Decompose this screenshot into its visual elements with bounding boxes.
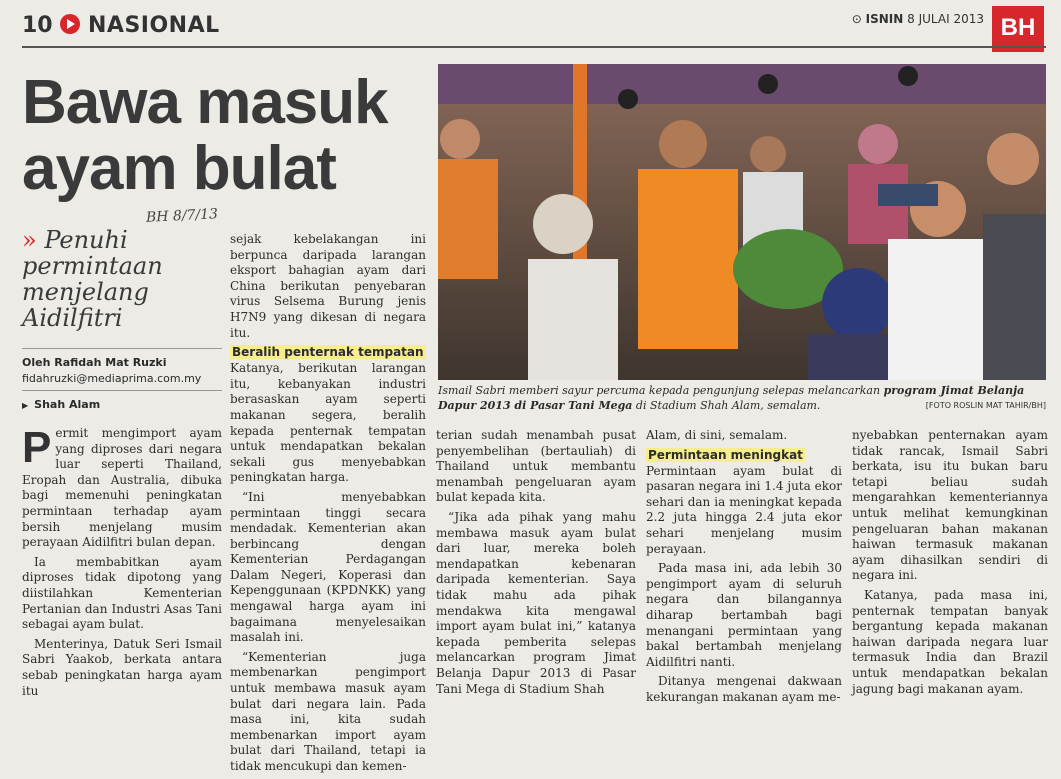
- brand-logo: BH: [992, 6, 1044, 52]
- column-2: [230, 232, 426, 779]
- page-number: 10: [22, 13, 53, 38]
- subheading-1: Beralih penternak tempatan: [232, 345, 424, 360]
- byline: Oleh Rafidah Mat Ruzki: [22, 356, 167, 369]
- paragraph: Permit mengimport ayam yang diproses dari negara luar seperti Thailand, Eropah dan Australia, dibuka bagi memenuhi peningkatan permintaan terhadap ayam bersih menjelang musim perayaan Aidilfitri bulan depan.: [22, 423, 222, 550]
- paragraph: Permintaan ayam bulat di pasaran negara ini 1.4 juta ekor sehari dan ia meningkat kepada 2.2 juta hingga 2.4 juta ekor sehari menjelang musim perayaan.: [646, 463, 842, 556]
- paragraph: Katanya, berikutan larangan itu, kebanyakan industri berasaskan ayam seperti makanan segera, beralih kepada penternak tempatan untuk mendapatkan bekalan sekali gus menyebabkan peningkatan harga.: [230, 361, 426, 485]
- photo-credit: [FOTO ROSLIN MAT TAHIR/BH]: [925, 401, 1046, 410]
- photo-caption: Ismail Sabri memberi sayur percuma kepada pengunjung selepas melancarkan program Jimat Belanja Dapur 2013 di Pasar Tani Mega di Stadium Shah Alam, semalam.: [438, 384, 1025, 412]
- news-photo: [438, 64, 1046, 380]
- clock-icon: ⊙: [851, 12, 862, 26]
- paragraph: “Ini menyebabkan permintaan tinggi secara mendadak. Kementerian akan berbincang dengan Kementerian Perdagangan Dalam Negeri, Koperasi dan Kepenggunaan (KPDNKK) yang mengawal harga ayam ini bagaimana menyelesaikan masalah ini.: [230, 489, 426, 645]
- section-title: NASIONAL: [88, 13, 220, 38]
- caption-bold: program Jimat Belanja Dapur 2013 di Pasar Tani Mega: [438, 384, 1025, 412]
- column-1: [22, 423, 222, 703]
- issue-date: [852, 12, 984, 26]
- paragraph: “Kementerian juga membenarkan pengimport untuk membawa masuk ayam bulat dari negara lain. Pada masa ini, kita sudah membenarkan import ayam bulat dari Thailand, tetapi ia tidak mencukupi dan kemen-: [230, 649, 426, 773]
- headline-line-1: Bawa masuk: [22, 68, 388, 137]
- subheading-2: Permintaan meningkat: [648, 447, 803, 462]
- paragraph: Menterinya, Datuk Seri Ismail Sabri Yaakob, berkata antara sebab peningkatan harga ayam itu: [22, 636, 222, 698]
- byline-rule: [22, 348, 222, 349]
- subhead: [22, 228, 222, 332]
- paragraph: terian sudah menambah pusat penyembelihan (bertauliah) di Thailand untuk membantu menambah pengeluaran ayam bulat kepada kita.: [436, 428, 636, 505]
- header-rule: [22, 46, 1046, 48]
- issue-date-text: 8 JULAI 2013: [907, 12, 984, 26]
- drop-cap: P: [22, 423, 52, 472]
- paragraph: nyebabkan penternakan ayam tidak rancak, Ismail Sabri berkata, isu itu bukan baru tetapi beliau sudah mengarahkan kementeriannya untuk melihat kemungkinan pengeluaran bahan makanan haiwan termasuk makanan ayam dihasilkan sendiri di negara ini.: [852, 428, 1048, 583]
- paragraph: sejak kebelakangan ini berpunca daripada larangan eksport bahagian ayam dari China berikutan penyebaran virus Selsema Burung jenis H7N9 yang dikesan di negara itu.: [230, 232, 426, 340]
- subhead-marker: »: [22, 226, 37, 254]
- issue-day: ISNIN: [865, 12, 904, 26]
- play-arrow-icon: [60, 14, 80, 34]
- paragraph: Katanya, pada masa ini, penternak tempatan banyak bergantung kepada makanan haiwan daripada negara luar termasuk India dan Brazil untuk mendapatkan bekalan jagung bagi makanan ayam.: [852, 587, 1048, 696]
- paragraph: Alam, di sini, semalam.: [646, 428, 788, 442]
- paragraph: Ditanya mengenai dakwaan kekurangan makanan ayam me-: [646, 674, 842, 704]
- headline: [22, 70, 432, 203]
- column-4: [646, 428, 842, 710]
- headline-line-2: ayam bulat: [22, 134, 336, 204]
- column-3: [436, 428, 636, 701]
- subhead-text: Penuhi permintaan menjelang Aidilfitri: [22, 226, 163, 332]
- column-5: [852, 428, 1048, 701]
- paragraph: Ia membabitkan ayam diproses tidak dipotong yang diistilahkan Kementerian Pertanian dan Industri Asas Tani sebagai ayam bulat.: [22, 554, 222, 632]
- crowd-photo-illustration: [438, 64, 1046, 380]
- email-rule: [22, 390, 222, 391]
- dateline: ▶ Shah Alam: [22, 398, 100, 411]
- paragraph: “Jika ada pihak yang mahu membawa masuk ayam bulat dari luar, mereka boleh mendapatkan kebenaran daripada kementerian. Saya tidak mahu ada pihak mendakwa kita mengawal import ayam bulat ini,” katanya kepada pemberita selepas melancarkan program Jimat Belanja Dapur 2013 di Pasar Tani Mega di Stadium Shah: [436, 509, 636, 696]
- handwritten-note: BH 8/7/13: [145, 206, 219, 226]
- paragraph: Pada masa ini, ada lebih 30 pengimport ayam di seluruh negara dan bilangannya diharap bertambah bagi menangani permintaan yang bakal bertambah menjelang Aidilfitri nanti.: [646, 561, 842, 669]
- author-email: fidahruzki@mediaprima.com.my: [22, 372, 202, 385]
